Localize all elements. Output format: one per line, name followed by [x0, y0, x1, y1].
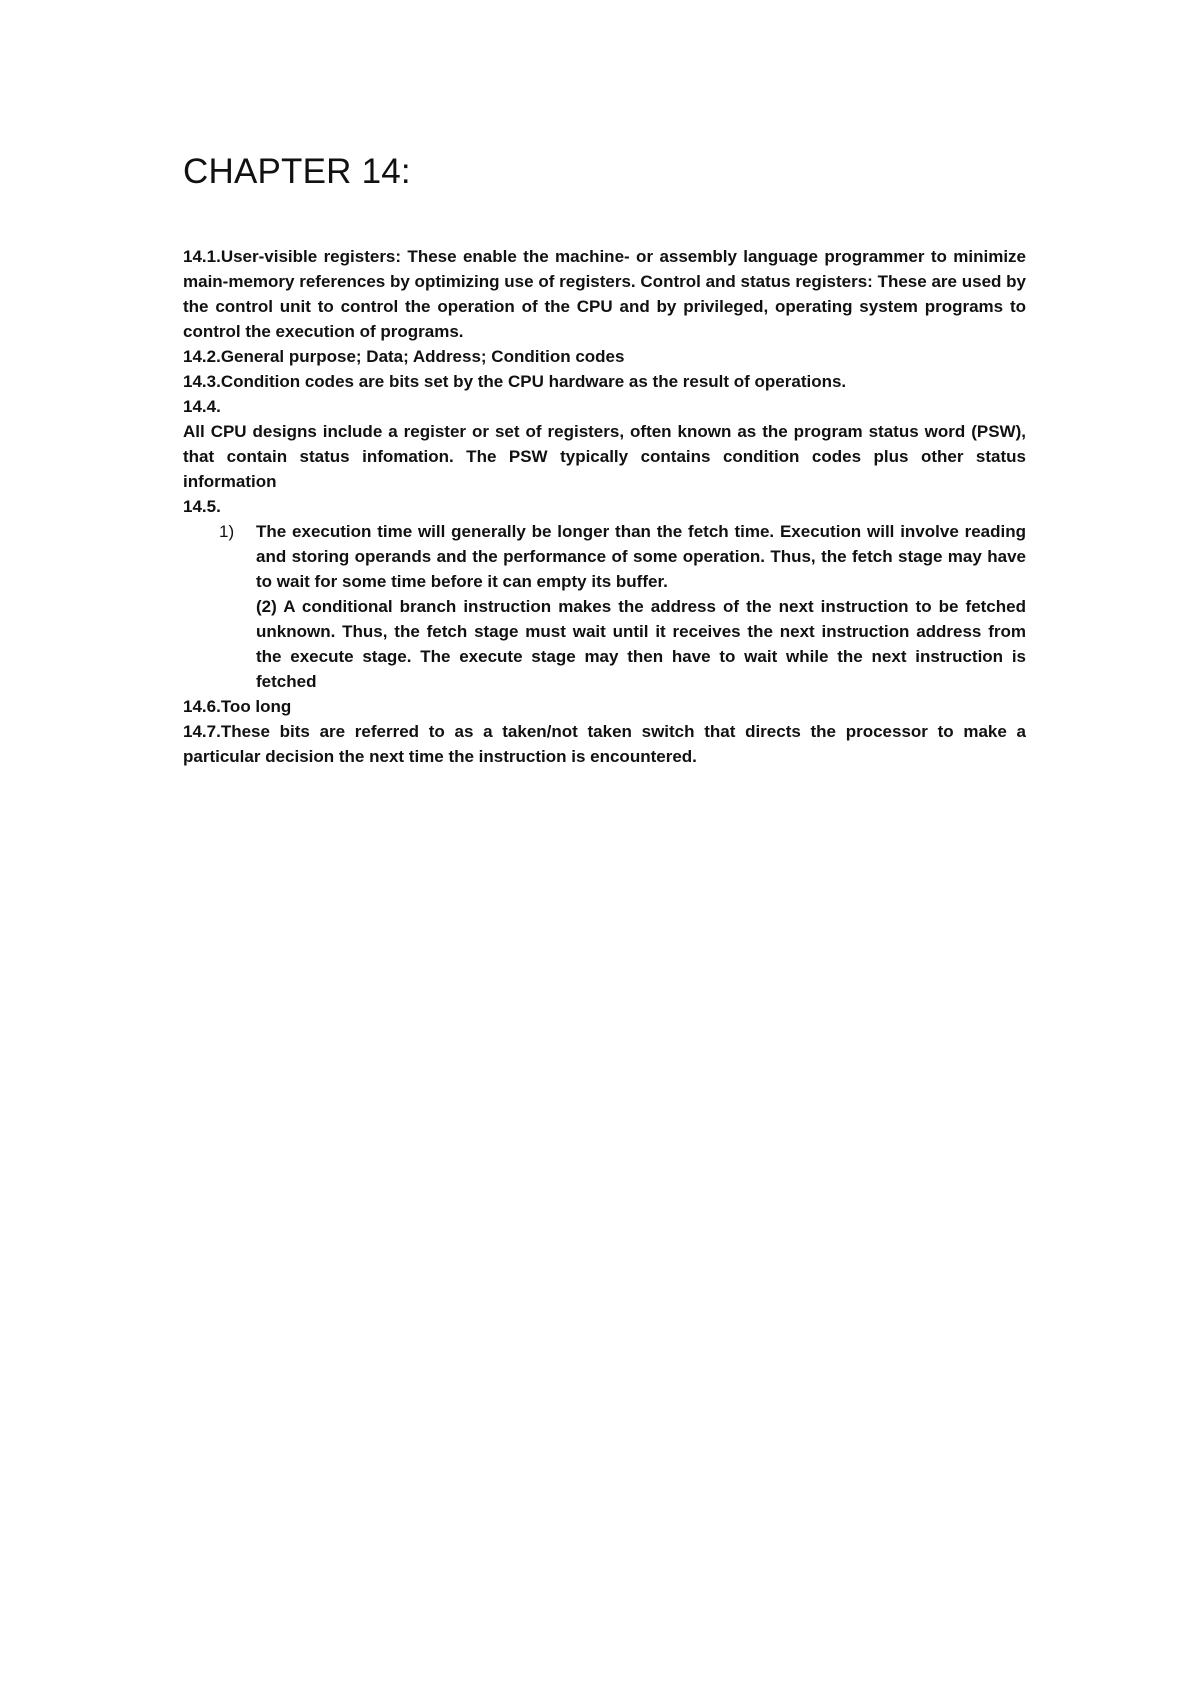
- answer-number: 14.4.: [183, 397, 221, 416]
- answer-14-5-number: [183, 494, 1026, 519]
- answer-number: 14.7.: [183, 722, 221, 741]
- answer-text: General purpose; Data; Address; Condition codes: [220, 347, 625, 366]
- answer-14-4: [183, 419, 1026, 494]
- answer-14-3: [183, 369, 1026, 394]
- answer-14-1: [183, 244, 1026, 344]
- answer-text: Condition codes are bits set by the CPU hardware as the result of operations.: [220, 372, 847, 391]
- answer-number: 14.6.: [183, 697, 221, 716]
- answer-number: 14.3.: [183, 372, 221, 391]
- document-page: [183, 150, 1026, 769]
- list-marker: 1): [219, 522, 235, 541]
- answer-14-7: [183, 719, 1026, 769]
- answer-number: 14.5.: [183, 497, 221, 516]
- answer-text: Too long: [220, 697, 292, 716]
- chapter-title: CHAPTER 14:: [183, 152, 411, 191]
- answer-14-2: [183, 344, 1026, 369]
- answers-body: [183, 244, 1026, 769]
- answer-14-5-list: [183, 519, 1026, 694]
- answer-text: These bits are referred to as a taken/not taken switch that directs the processor to make a particular decision the next time the instruction is encountered.: [183, 722, 1026, 766]
- answer-14-6: [183, 694, 1026, 719]
- answer-number: 14.1.: [183, 247, 221, 266]
- answer-text: All CPU designs include a register or set of registers, often known as the program status word (PSW), that contain status infomation. The PSW typically contains condition codes plus other status information: [183, 422, 1026, 491]
- answer-14-4-number: [183, 394, 1026, 419]
- list-item: [183, 519, 1026, 694]
- answer-text: User-visible registers: These enable the machine- or assembly language programmer to minimize main-memory references by optimizing use of registers. Control and status registers: These are used by the control unit to control the operation of the CPU and by privileged, operating system programs to control the execution of programs.: [183, 247, 1026, 341]
- answer-14-5-part-2: (2) A conditional branch instruction makes the address of the next instruction to be fetched unknown. Thus, the fetch stage must wait until it receives the next instruction address from the execute stage. The execute stage may then have to wait while the next instruction is fetched: [256, 597, 1026, 691]
- answer-14-5-part-1: The execution time will generally be longer than the fetch time. Execution will involve reading and storing operands and the performance of some operation. Thus, the fetch stage may have to wait for some time before it can empty its buffer.: [256, 522, 1026, 591]
- answer-number: 14.2.: [183, 347, 221, 366]
